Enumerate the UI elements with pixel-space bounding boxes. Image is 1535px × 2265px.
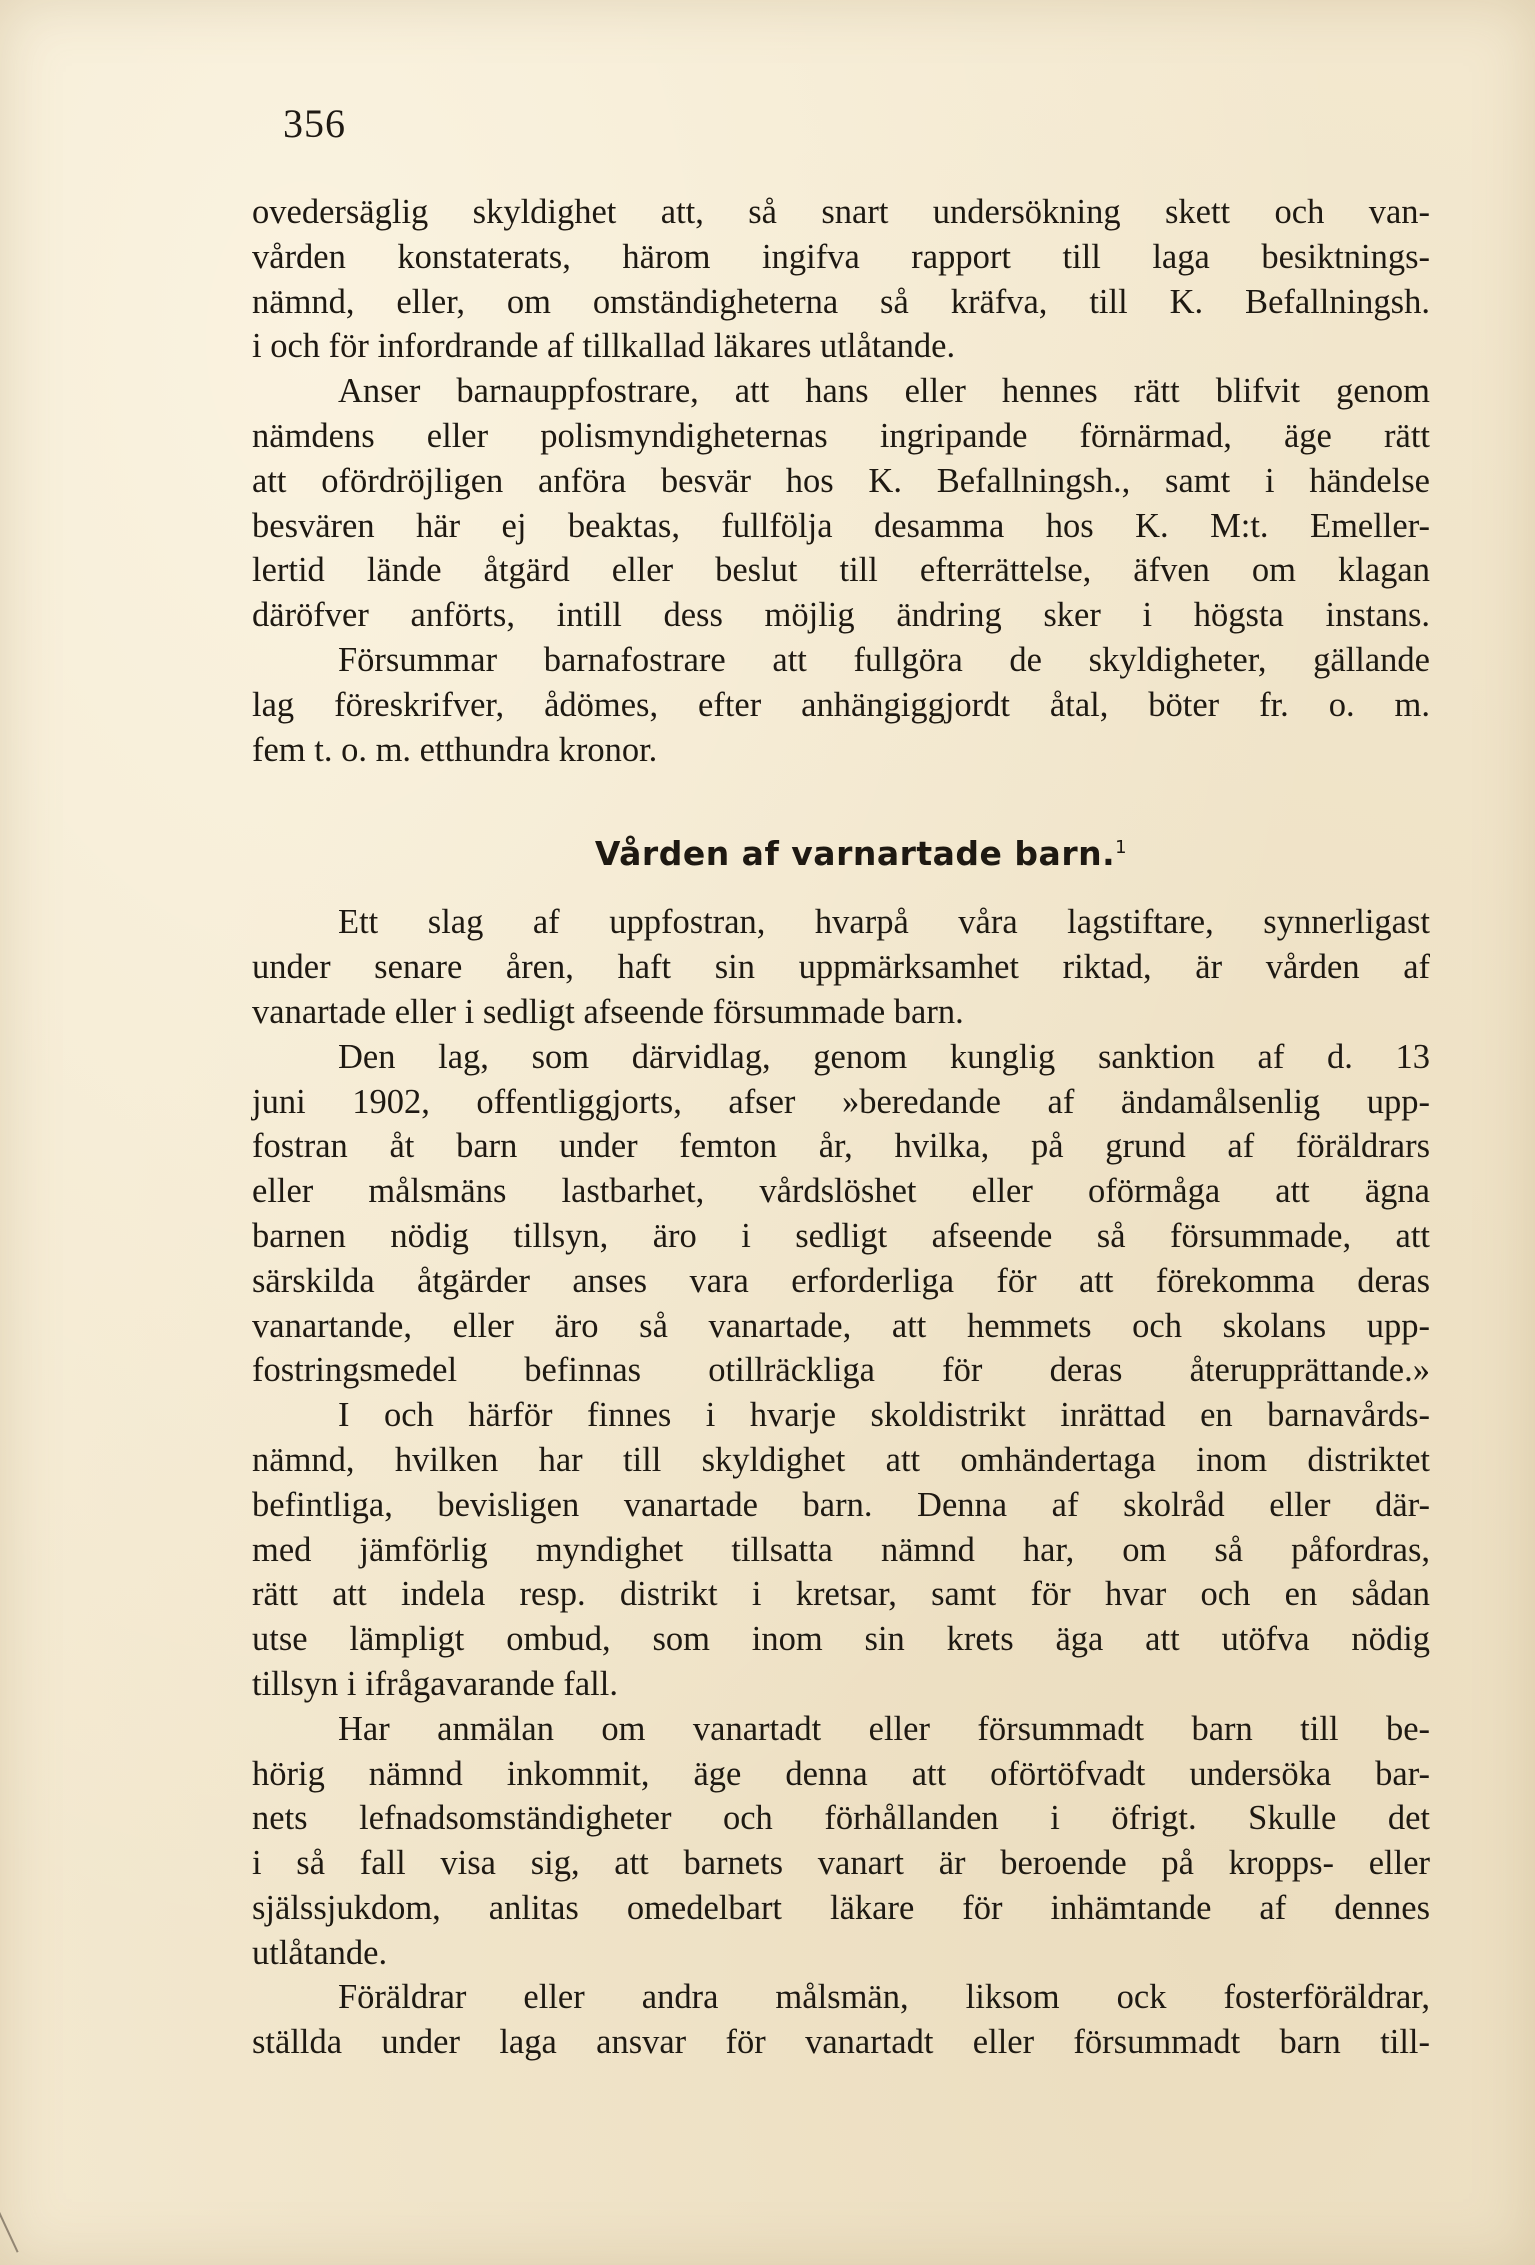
text-line: nämnd, hvilken har till skyldighet att omhändertaga inom distriktet [252,1440,1430,1479]
paragraph [252,1035,1430,1393]
text-line: nets lefnadsomständigheter och förhållanden i öfrigt. Skulle det [252,1799,1430,1838]
text-line: befintliga, bevisligen vanartade barn. Denna af skolråd eller där- [252,1485,1430,1524]
section-heading [252,826,1430,876]
text-line: Ett slag af uppfostran, hvarpå våra lagstiftare, synnerligast [338,903,1430,942]
text-line: fostringsmedel befinnas otillräckliga för deras återupprättande.» [252,1351,1430,1390]
text-line: Den lag, som därvidlag, genom kunglig sanktion af d. 13 [338,1037,1430,1076]
paragraph [252,1393,1430,1707]
paragraph [252,1707,1430,1976]
text-line: själssjukdom, anlitas omedelbart läkare för inhämtande af dennes [252,1888,1430,1927]
text-line: rätt att indela resp. distrikt i kretsar, samt för hvar och en sådan [252,1575,1430,1614]
text-line: hörig nämnd inkommit, äge denna att oförtöfvadt undersöka bar- [252,1754,1430,1793]
text-line: tillsyn i ifrågavarande fall. [252,1664,618,1703]
text-line: vården konstaterats, härom ingifva rapport till laga besiktnings- [252,237,1430,276]
text-line: nämnd, eller, om omständigheterna så kräfva, till K. Befallningsh. [252,282,1430,321]
text-line: under senare åren, haft sin uppmärksamhet riktad, är vården af [252,948,1430,987]
text-line: Försummar barnafostrare att fullgöra de skyldigheter, gällande [338,640,1430,679]
corner-mark [0,2197,19,2252]
text-line: vanartade eller i sedligt afseende försummade barn. [252,992,964,1031]
body-text [252,190,1430,2065]
section-heading-text: Vården af varnartade barn. [594,834,1116,874]
text-line: juni 1902, offentliggjorts, afser »beredande af ändamålsenlig upp- [252,1082,1430,1121]
text-line: I och härför finnes i hvarje skoldistrikt inrättad en barnavårds- [338,1396,1430,1435]
footnote-mark: 1 [1115,837,1128,859]
text-line: eller målsmäns lastbarhet, vårdslöshet eller oförmåga att ägna [252,1172,1430,1211]
text-line: nämdens eller polismyndigheternas ingripande förnärmad, äge rätt [252,416,1430,455]
text-line: Anser barnauppfostrare, att hans eller hennes rätt blifvit genom [338,372,1430,411]
paragraph [252,638,1430,772]
paragraph [252,900,1430,1034]
paragraph [252,190,1430,369]
text-line: utlåtande. [252,1933,388,1972]
page-number: 356 [283,101,346,146]
text-line: med jämförlig myndighet tillsatta nämnd har, om så påfordras, [252,1530,1430,1569]
text-line: lag föreskrifver, ådömes, efter anhängiggjordt åtal, böter fr. o. m. [252,685,1430,724]
text-line: lertid lände åtgärd eller beslut till efterrättelse, äfven om klagan [252,551,1430,590]
text-line: i och för infordrande af tillkallad läkares utlåtande. [252,327,956,366]
text-line: Föräldrar eller andra målsmän, liksom ock fosterföräldrar, [338,1978,1430,2017]
text-line: vanartande, eller äro så vanartade, att hemmets och skolans upp- [252,1306,1430,1345]
text-line: utse lämpligt ombud, som inom sin krets äga att utöfva nödig [252,1620,1430,1659]
text-line: fem t. o. m. etthundra kronor. [252,730,658,769]
text-line: ställda under laga ansvar för vanartadt eller försummadt barn till- [252,2023,1430,2062]
text-line: särskilda åtgärder anses vara erforderliga för att förekomma deras [252,1261,1430,1300]
text-line: ovedersäglig skyldighet att, så snart undersökning skett och van- [252,193,1430,231]
text-line: fostran åt barn under femton år, hvilka, på grund af föräldrars [252,1127,1430,1166]
text-line: besvären här ej beaktas, fullfölja desamma hos K. M:t. Emeller- [252,506,1430,545]
text-line: barnen nödig tillsyn, äro i sedligt afseende så försummade, att [252,1216,1430,1255]
paragraph [252,1975,1430,2065]
text-line: Har anmälan om vanartadt eller försummadt barn till be- [338,1709,1430,1748]
text-line: att ofördröjligen anföra besvär hos K. Befallningsh., samt i händelse [252,461,1430,500]
text-line: i så fall visa sig, att barnets vanart är beroende på kropps- eller [252,1844,1430,1883]
text-line: däröfver anförts, intill dess möjlig ändring sker i högsta instans. [252,596,1430,635]
paragraph [252,369,1430,638]
